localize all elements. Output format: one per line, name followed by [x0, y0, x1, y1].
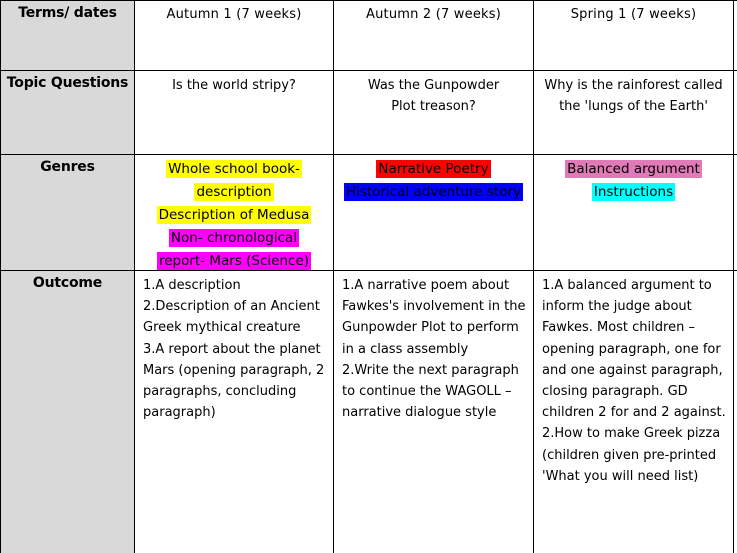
- outcome-autumn2: 1.A narrative poem about Fawkes's involvement in the Gunpowder Plot to perform in a class assembly 2.Write the next paragraph to continue the WAGOLL – narrative dialogue style: [334, 271, 534, 553]
- genre-highlight-pink: Balanced argument: [567, 161, 700, 177]
- topic-question-spring1-text: Why is the rainforest called the 'lungs of the Earth': [544, 78, 723, 114]
- row-header-topic-questions: [0, 71, 135, 155]
- row-header-outcome-label: Outcome: [32, 275, 103, 291]
- genre-item: [145, 227, 323, 273]
- column-header-autumn2-label: Autumn 2 (7 weeks): [366, 7, 501, 22]
- column-header-autumn1: [135, 0, 334, 71]
- outcome-spring1: 1.A balanced argument to inform the judge about Fawkes. Most children – opening paragraph, one for and one against paragraph, closing paragraph. GD children 2 for and 2 against. 2.How to make Greek pizza (children given pre-printed 'What you will need list): [534, 271, 734, 553]
- topic-question-autumn2: [334, 71, 534, 155]
- column-header-autumn1-label: Autumn 1 (7 weeks): [166, 7, 302, 22]
- genre-item: [145, 158, 323, 204]
- topic-question-autumn1-text: Is the world stripy?: [172, 78, 296, 93]
- genres-autumn2: [334, 155, 534, 271]
- row-header-genres-label: Genres: [40, 159, 95, 175]
- genres-autumn1: [135, 155, 334, 271]
- genre-highlight-yellow: Whole school book-description: [168, 161, 300, 200]
- genre-item: [534, 181, 733, 204]
- genre-highlight-cyan: Instructions: [593, 184, 674, 200]
- genre-highlight-blue: Historical adventure story: [345, 184, 522, 200]
- topic-question-autumn1: [135, 71, 334, 155]
- row-header-genres: [0, 155, 135, 271]
- column-header-autumn2: [334, 0, 534, 71]
- genre-highlight-magenta: Non- chronological report- Mars (Science): [158, 230, 310, 269]
- genre-item: [340, 158, 527, 181]
- row-header-terms: [0, 0, 135, 71]
- genre-item: [145, 204, 323, 227]
- outcome-autumn1: 1.A description 2.Description of an Ancient Greek mythical creature 3.A report about the planet Mars (opening paragraph, 2 paragraphs, concluding paragraph): [135, 271, 334, 553]
- row-header-outcome: [0, 271, 135, 553]
- genre-item: [534, 158, 733, 181]
- column-header-spring1: [534, 0, 734, 71]
- topic-question-spring1: [534, 71, 734, 155]
- genre-highlight-yellow: Description of Medusa: [158, 207, 310, 223]
- topic-question-autumn2-text: Was the Gunpowder Plot treason?: [367, 78, 500, 114]
- column-header-spring1-label: Spring 1 (7 weeks): [570, 7, 697, 22]
- row-header-terms-label: Terms/ dates: [18, 5, 117, 21]
- genre-item: [340, 181, 527, 204]
- row-header-topic-questions-label: Topic Questions: [6, 75, 129, 91]
- genre-highlight-red: Narrative Poetry: [378, 161, 489, 177]
- genres-spring1: [534, 155, 734, 271]
